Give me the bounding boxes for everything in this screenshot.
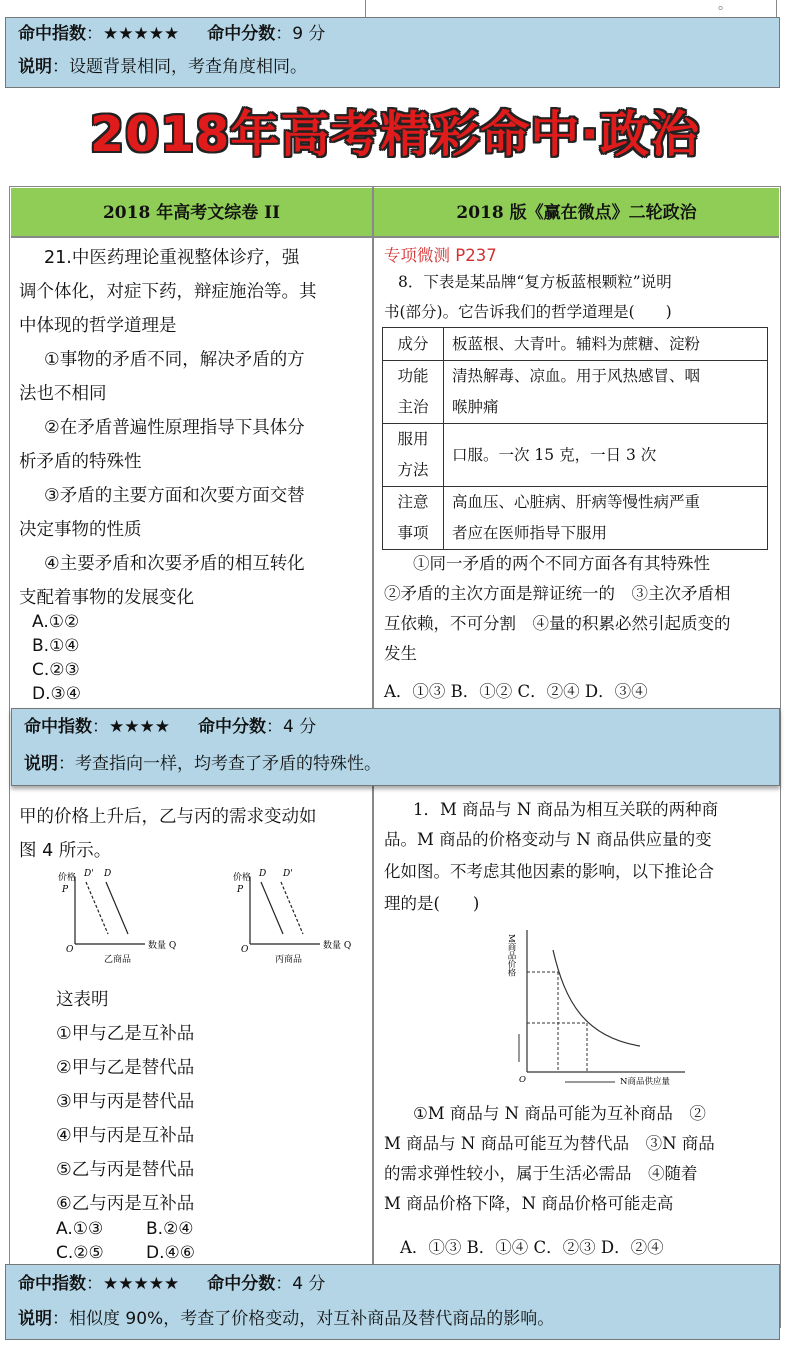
note-label: 说明 [18, 1309, 52, 1329]
graph-origin: O [66, 945, 74, 955]
price-follow: ⑤乙与丙是替代品 [56, 1160, 195, 1180]
graph-ylabel-sym: P [62, 885, 69, 895]
table-row [383, 487, 768, 550]
table-row [383, 361, 768, 424]
graph-ylabel: 价格 [58, 873, 77, 883]
hit-score-value: ：4 分 [275, 1274, 326, 1294]
curve-label: D' [84, 869, 94, 879]
note-text: ：设题背景相同，考查角度相同。 [52, 57, 307, 77]
hit-index-strip-bottom [5, 1264, 780, 1340]
q8-statement: 发生 [384, 644, 417, 663]
q21-line: 法也不相同 [19, 384, 107, 404]
prev-card-fragment [365, 0, 777, 18]
q1-line: 品。M 商品的价格变动与 N 商品供应量的变 [384, 830, 712, 849]
q8-statement: ①同一矛盾的两个不同方面各有其特殊性 [413, 554, 710, 573]
hit-index-strip-top [5, 17, 780, 88]
table-value: 高血压、心脏病、肝病等慢性病严重 [452, 493, 701, 511]
hit-score-value: ：4 分 [265, 717, 317, 737]
graph-ylabel: M商品价格 [506, 934, 516, 977]
q1-statement: ①M 商品与 N 商品可能为互补商品 ② [413, 1104, 706, 1123]
table-key: 方法 [397, 461, 429, 479]
table-value: 口服。一次 15 克，一日 3 次 [452, 445, 657, 464]
price-option: D.④⑥ [146, 1243, 195, 1263]
price-follow: ④甲与丙是互补品 [56, 1126, 195, 1146]
table-value: 清热解毒、凉血。用于风热感冒、咽 [452, 367, 701, 385]
hit-index-stars: ：★★★★★ [86, 24, 180, 44]
graph-ylabel-sym: P [237, 885, 244, 895]
graph-ylabel: 价格 [233, 873, 252, 883]
hit-score-label: 命中分数 [207, 1274, 276, 1294]
q21-line: ②在矛盾普遍性原理指导下具体分 [44, 418, 305, 438]
q8-statement: ②矛盾的主次方面是辩证统一的 ③主次矛盾相 [384, 584, 731, 603]
q21-option: B.①④ [32, 636, 80, 656]
price-follow: ②甲与乙是替代品 [56, 1058, 195, 1078]
instruction-table [382, 327, 768, 550]
demand-graph-right [225, 862, 365, 967]
price-option: B.②④ [146, 1219, 194, 1239]
table-key: 主治 [397, 398, 429, 416]
graph-xlabel: 数量 Q [148, 941, 177, 951]
q21-line: 21.中医药理论重视整体诊疗，强 [44, 248, 300, 268]
q21-option: D.③④ [32, 684, 81, 704]
hit-score-label: 命中分数 [197, 717, 266, 737]
table-key: 注意 [397, 493, 429, 511]
note-text: ：考查指向一样，均考查了矛盾的特殊性。 [58, 754, 381, 774]
graph-origin: O [519, 1075, 526, 1085]
curve-label: D [104, 869, 112, 879]
price-follow: ③甲与丙是替代品 [56, 1092, 195, 1112]
price-follow: ①甲与乙是互补品 [56, 1024, 195, 1044]
note-text: ：相似度 90%，考查了价格变动，对互补商品及替代商品的影响。 [52, 1309, 555, 1329]
table-key: 功能 [397, 367, 429, 385]
graph-xlabel: N商品供应量 [620, 1077, 670, 1087]
hit-score-label: 命中分数 [207, 24, 276, 44]
hit-index-label: 命中指数 [24, 717, 92, 737]
q21-line: 支配着事物的发展变化 [19, 588, 194, 608]
q1-line: 1．M 商品与 N 商品为相互关联的两种商 [413, 800, 719, 819]
q8-line: 书(部分)。它告诉我们的哲学道理是( ) [384, 303, 672, 321]
q21-option: C.②③ [32, 660, 80, 680]
header-left: 2018 年高考文综卷 II [11, 188, 372, 238]
header-right: 2018 版《赢在微点》二轮政治 [374, 188, 779, 238]
table-value: 者应在医师指导下服用 [452, 524, 608, 542]
table-row [383, 424, 768, 487]
q8-answers: A．①③ B．①② C．②④ D．③④ [384, 682, 648, 701]
q1-statement: 的需求弹性较小，属于生活必需品 ④随着 [384, 1164, 698, 1183]
q21-line: ③矛盾的主要方面和次要方面交替 [44, 486, 305, 506]
q1-line: 理的是( ) [384, 894, 480, 913]
q1-statement: M 商品价格下降，N 商品价格可能走高 [384, 1194, 674, 1213]
q8-statement: 互依赖，不可分割 ④量的积累必然引起质变的 [384, 614, 731, 633]
q21-line: ④主要矛盾和次要矛盾的相互转化 [44, 554, 305, 574]
hit-index-label: 命中指数 [18, 1274, 86, 1294]
header-rule [11, 236, 779, 238]
table-row [383, 328, 768, 361]
table-key: 成分 [397, 334, 429, 353]
table-key: 服用 [397, 430, 429, 448]
q1-statement: M 商品与 N 商品可能互为替代品 ③N 商品 [384, 1134, 715, 1153]
price-follow: 这表明 [56, 990, 109, 1010]
graph-caption: 丙商品 [275, 955, 303, 965]
q21-line: 析矛盾的特殊性 [19, 452, 142, 472]
q21-line: 决定事物的性质 [19, 520, 142, 540]
table-value: 板蓝根、大青叶。辅料为蔗糖、淀粉 [452, 334, 701, 353]
q21-option: A.①② [32, 612, 80, 632]
q21-line: 调个体化，对症下药，辩症施治等。其 [19, 282, 317, 302]
table-key: 事项 [397, 524, 429, 542]
price-follow: ⑥乙与丙是互补品 [56, 1194, 195, 1214]
q8-source: 专项微测 P237 [384, 246, 497, 265]
price-option: C.②⑤ [56, 1243, 104, 1263]
hit-index-stars: ：★★★★ [92, 717, 170, 737]
q21-line: 中体现的哲学道理是 [19, 316, 177, 336]
note-label: 说明 [18, 57, 52, 77]
graph-caption: 乙商品 [104, 955, 132, 965]
price-line: 甲的价格上升后，乙与丙的需求变动如 [19, 807, 317, 827]
q1-answers: A．①③ B．①④ C．②③ D．②④ [400, 1238, 664, 1257]
q8-line: 8．下表是某品牌“复方板蓝根颗粒”说明 [398, 273, 672, 291]
hit-index-label: 命中指数 [18, 24, 86, 44]
curve-label: D' [283, 869, 293, 879]
graph-xlabel: 数量 Q [323, 941, 352, 951]
price-option: A.①③ [56, 1219, 104, 1239]
hit-index-stars: ：★★★★★ [86, 1274, 180, 1294]
hit-index-strip-middle [11, 708, 780, 786]
graph-origin: O [241, 945, 249, 955]
price-line: 图 4 所示。 [19, 841, 112, 861]
note-label: 说明 [24, 754, 58, 774]
q1-line: 化如图。不考虑其他因素的影响，以下推论合 [384, 862, 714, 881]
m-n-graph [505, 922, 695, 1090]
table-value: 喉肿痛 [452, 398, 499, 416]
demand-graph-left [50, 862, 190, 967]
prev-card-mark: 。 [718, 0, 732, 13]
curve-label: D [259, 869, 267, 879]
q21-line: ①事物的矛盾不同，解决矛盾的方 [44, 350, 305, 370]
hit-score-value: ：9 分 [275, 24, 326, 44]
page-title: 2018年高考精彩命中·政治 [90, 106, 700, 163]
